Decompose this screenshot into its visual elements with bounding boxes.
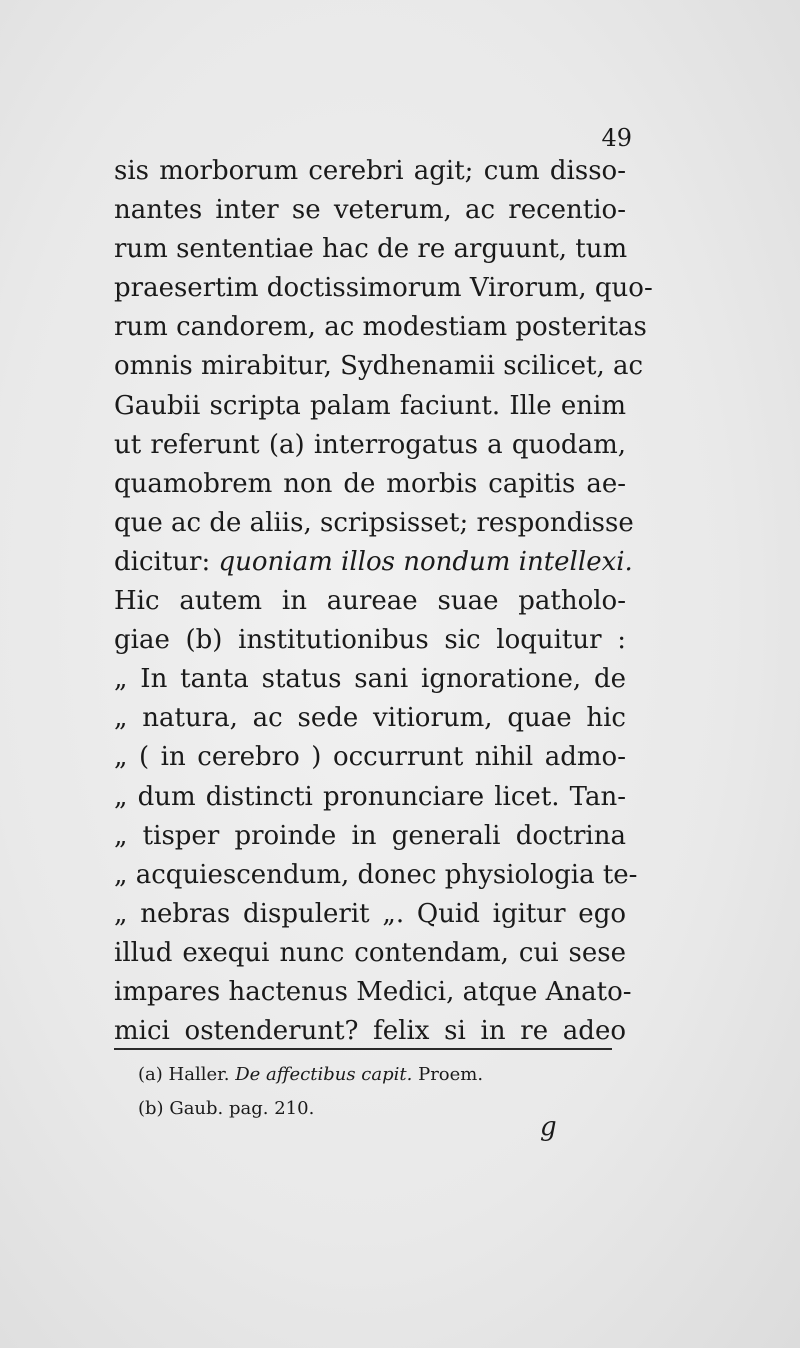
line-roman-text: dicitur: [114, 546, 211, 577]
text-line: impares hactenus Medici, atque Anato- [114, 976, 632, 1007]
text-line: „ acquiescendum, donec physiologia te- [114, 859, 638, 890]
text-line: nantes inter se veterum, ac recentio- [114, 195, 626, 226]
footnote-author: Haller. [168, 1064, 230, 1085]
text-line: Gaubii scripta palam faciunt. Ille enim [114, 390, 626, 421]
text-line: ut referunt (a) interrogatus a quodam, [114, 429, 626, 460]
text-line: „ dum distincti pronunciare licet. Tan- [114, 781, 626, 812]
text-line: „ natura, ac sede vitiorum, quae hic [114, 703, 626, 734]
text-line: quamobrem non de morbis capitis ae- [114, 468, 626, 499]
signature-mark: g [540, 1112, 557, 1142]
footnote-title: De affectibus capit. [235, 1064, 413, 1085]
footnote-mark: (b) [138, 1098, 164, 1119]
text-line: „ ( in cerebro ) occurrunt nihil admo- [114, 742, 626, 773]
footnote-a [138, 1058, 618, 1092]
text-line: omnis mirabitur, Sydhenamii scilicet, ac [114, 351, 644, 382]
text-line: „ nebras dispulerit „. Quid igitur ego [114, 898, 626, 929]
text-line: rum candorem, ac modestiam posteritas [114, 312, 647, 343]
text-line: illud exequi nunc contendam, cui sese [114, 937, 626, 968]
body-text [114, 152, 653, 1051]
footnote-mark: (a) [138, 1064, 163, 1085]
text-line-quote [114, 543, 633, 582]
footnote-author: Gaub. [169, 1098, 224, 1119]
footnote-divider [114, 1048, 612, 1050]
page-number: 49 [601, 124, 632, 152]
text-line: „ tisper proinde in generali doctrina [114, 820, 626, 851]
text-line: mici ostenderunt? felix si in re adeo [114, 1016, 626, 1047]
text-line: giae (b) institutionibus sic loquitur : [114, 625, 626, 656]
footnote-rest: pag. 210. [229, 1098, 315, 1119]
text-line: „ In tanta status sani ignoratione, de [114, 664, 626, 695]
line-italic-quote: quoniam illos nondum intellexi. [218, 546, 633, 577]
footnote-rest: Proem. [418, 1064, 484, 1085]
text-line: Hic autem in aureae suae patholo- [114, 586, 626, 617]
text-line: que ac de aliis, scripsisset; respondisse [114, 507, 634, 538]
text-line: sis morborum cerebri agit; cum disso- [114, 156, 626, 186]
text-line: rum sententiae hac de re arguunt, tum [114, 234, 628, 265]
text-line: praesertim doctissimorum Virorum, quo- [114, 273, 653, 304]
